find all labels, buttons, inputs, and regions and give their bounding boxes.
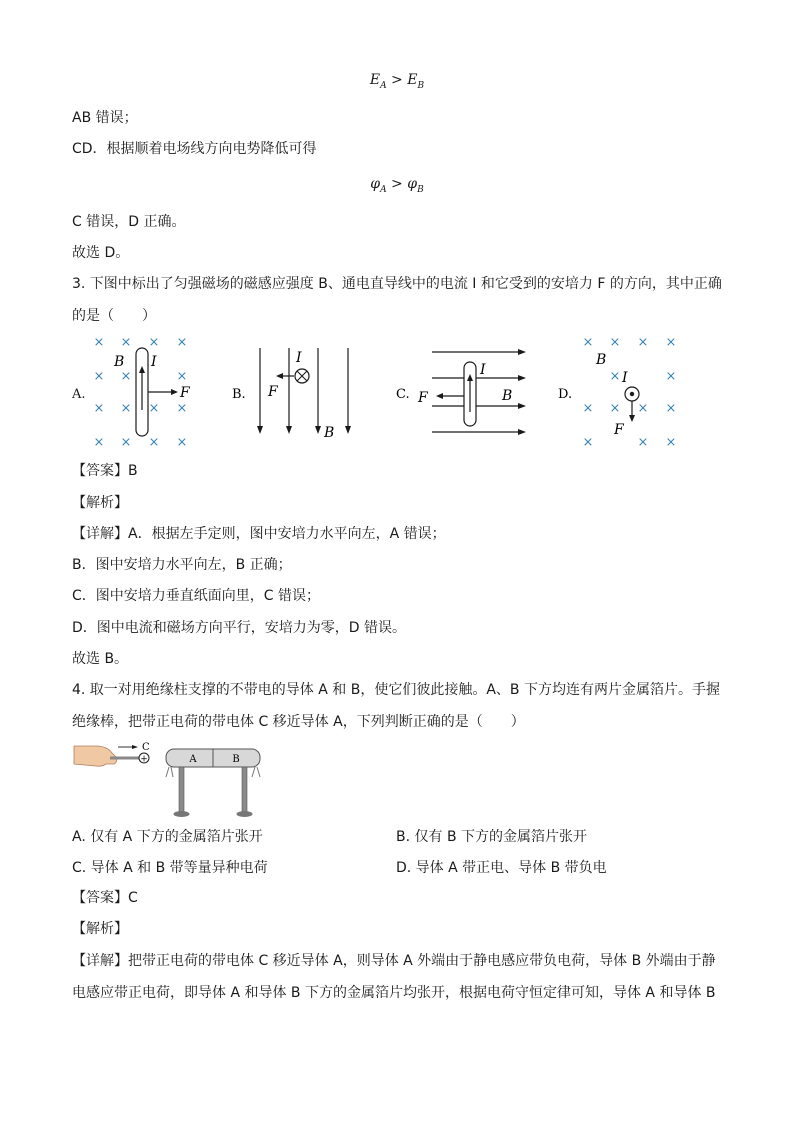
q3-analysis-heading: 【解析】 <box>72 495 128 511</box>
equation-ea-gt-eb: $E_A > E_B$ <box>369 72 425 91</box>
svg-text:A: A <box>189 754 197 765</box>
q4-stem-line1: 4. 取一对用绝缘柱支撑的不带电的导体 A 和 B，使它们彼此接触。A、B 下方均连有两片金属箔片。手握 <box>72 682 720 698</box>
svg-text:I: I <box>151 354 157 370</box>
svg-text:I: I <box>622 370 628 386</box>
q4-figure-conductors <box>72 738 272 820</box>
svg-text:×: × <box>637 335 649 350</box>
svg-text:×: × <box>665 335 677 350</box>
q4-option-a: A. 仅有 A 下方的金属箔片张开 <box>72 829 263 845</box>
svg-text:I: I <box>296 350 302 366</box>
q3-figure-c <box>392 340 532 440</box>
svg-text:×: × <box>582 435 594 450</box>
q3-detail-c: C．图中安培力垂直纸面向里，C 错误； <box>72 588 320 604</box>
svg-text:×: × <box>582 335 594 350</box>
svg-text:×: × <box>582 401 594 416</box>
svg-text:×: × <box>176 335 188 350</box>
svg-text:×: × <box>609 401 621 416</box>
svg-text:×: × <box>120 335 132 350</box>
svg-text:F: F <box>268 384 278 400</box>
figure-a-label: A. <box>72 387 86 402</box>
svg-text:B: B <box>114 354 125 370</box>
svg-text:+: + <box>140 754 148 765</box>
svg-text:F: F <box>180 385 190 401</box>
svg-text:×: × <box>93 335 105 350</box>
q4-detail-line1: 【详解】把带正电荷的带电体 C 移近导体 A，则导体 A 外端由于静电感应带负电荷，导体 B 外端由于静 <box>72 953 716 969</box>
q3-detail-b: B．图中安培力水平向左，B 正确； <box>72 557 292 573</box>
q3-figure-d <box>556 330 686 450</box>
svg-text:×: × <box>120 401 132 416</box>
q3-detail-d: D．图中电流和磁场方向平行，安培力为零，D 错误。 <box>72 620 407 636</box>
q3-choose: 故选 B。 <box>72 651 129 667</box>
svg-text:×: × <box>93 435 105 450</box>
text-cd-reason: CD．根据顺着电场线方向电势降低可得 <box>72 141 317 157</box>
q4-answer: 【答案】C <box>72 890 138 906</box>
svg-text:×: × <box>609 369 621 384</box>
svg-text:×: × <box>148 335 160 350</box>
figure-c-label: C. <box>396 387 410 402</box>
text-ab-wrong: AB 错误； <box>72 110 138 126</box>
text-c-wrong-d-right: C 错误，D 正确。 <box>72 214 186 230</box>
svg-text:B: B <box>232 754 240 765</box>
insulating-stand-a <box>179 767 184 813</box>
svg-text:×: × <box>637 401 649 416</box>
q3-answer: 【答案】B <box>72 463 138 479</box>
figure-d-label: D. <box>558 387 573 402</box>
q4-option-c: C. 导体 A 和 B 带等量异种电荷 <box>72 860 268 876</box>
svg-text:×: × <box>120 435 132 450</box>
q3-figure-b <box>230 340 365 440</box>
svg-text:×: × <box>120 369 132 384</box>
q4-analysis-heading: 【解析】 <box>72 921 128 937</box>
svg-text:×: × <box>609 335 621 350</box>
force-arrow <box>436 393 443 399</box>
svg-text:×: × <box>176 401 188 416</box>
q3-detail-a: 【详解】A．根据左手定则，图中安培力水平向左，A 错误； <box>72 526 446 542</box>
svg-text:×: × <box>93 369 105 384</box>
svg-text:×: × <box>637 435 649 450</box>
q3-stem-line2: 的是（ ） <box>72 308 156 324</box>
svg-text:×: × <box>176 369 188 384</box>
force-arrow <box>171 389 178 395</box>
svg-text:×: × <box>148 401 160 416</box>
svg-text:×: × <box>665 369 677 384</box>
q3-figure-a <box>70 330 200 450</box>
svg-text:×: × <box>176 435 188 450</box>
svg-text:×: × <box>665 435 677 450</box>
q4-stem-line2: 绝缘棒，把带正电荷的带电体 C 移近导体 A，下列判断正确的是（ ） <box>72 714 525 730</box>
q4-detail-line2: 电感应带正电荷，即导体 A 和导体 B 下方的金属箔片均张开，根据电荷守恒定律可知，导体 A 和导体 B <box>72 985 716 1001</box>
current-arrow <box>139 366 145 373</box>
svg-text:F: F <box>418 390 428 406</box>
q4-option-d: D. 导体 A 带正电、导体 B 带负电 <box>396 860 607 876</box>
figure-b-label: B. <box>232 387 246 402</box>
force-arrow <box>276 373 283 379</box>
svg-text:F: F <box>614 422 624 438</box>
svg-text:×: × <box>148 435 160 450</box>
equation-phia-gt-phib: $\varphi_A > \varphi_B$ <box>370 176 424 195</box>
svg-text:B: B <box>596 352 607 368</box>
svg-text:B: B <box>324 425 335 440</box>
svg-text:×: × <box>93 401 105 416</box>
svg-text:C: C <box>142 742 150 753</box>
q4-option-b: B. 仅有 B 下方的金属箔片张开 <box>396 829 588 845</box>
text-choose-d: 故选 D。 <box>72 245 130 261</box>
hand-icon <box>74 746 117 766</box>
insulating-stand-b <box>242 767 247 813</box>
q3-stem-line1: 3. 下图中标出了匀强磁场的磁感应强度 B、通电直导线中的电流 I 和它受到的安培力 F 的方向，其中正确 <box>72 276 722 292</box>
svg-text:×: × <box>665 401 677 416</box>
svg-text:B: B <box>502 388 513 404</box>
force-arrow <box>629 415 635 422</box>
svg-text:I: I <box>480 362 486 378</box>
